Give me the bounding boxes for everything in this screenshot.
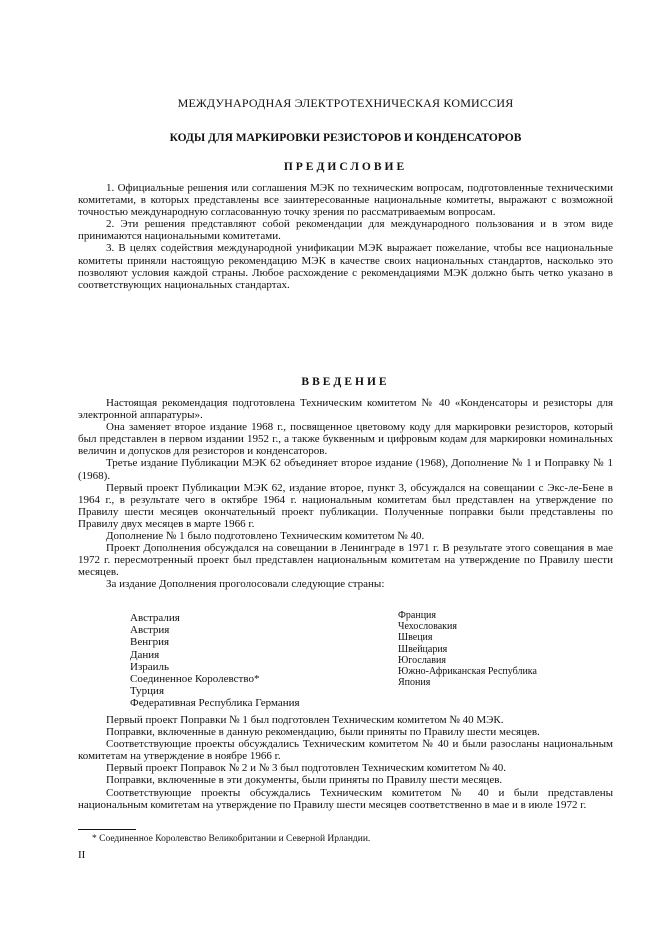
page-number: II xyxy=(78,849,86,861)
introduction-paragraph: Соответствующие проекты обсуждались Техническим комитетом № 40 и были представлены национальным комитетам на утверждение по Правилу шести месяцев соответственно в мае и в июле 1972 г. xyxy=(78,786,613,811)
country-item: Южно-Африканская Республика xyxy=(398,666,537,678)
introduction-paragraph: За издание Дополнения проголосовали следующие страны: xyxy=(106,578,385,591)
introduction-text xyxy=(78,397,613,591)
introduction-paragraph: Она заменяет второе издание 1968 г., посвященное цветовому коду для маркировки резисторов, который был представлен в первом издании 1952 г., а также буквенным и цифровым кодам для маркировки номинальных величин и допусков для резисторов и конденсаторов. xyxy=(78,421,613,458)
country-item: Франция xyxy=(398,610,436,621)
introduction-paragraph: Первый проект Поправки № 1 был подготовлен Техническим комитетом № 40 МЭК. xyxy=(106,714,504,726)
foreword-heading: ПРЕДИСЛОВИЕ xyxy=(283,161,408,173)
country-item: Турция xyxy=(130,685,165,698)
organization-name: МЕЖДУНАРОДНАЯ ЭЛЕКТРОТЕХНИЧЕСКАЯ КОМИССИЯ xyxy=(177,96,514,110)
country-item: Швейцария xyxy=(398,643,448,655)
footnote: * Соединенное Королевство Великобритании и Северной Ирландии. xyxy=(92,834,371,844)
countries-right-column xyxy=(398,610,537,688)
country-item: Венгрия xyxy=(130,636,170,649)
introduction-paragraph: Проект Дополнения обсуждался на совещании в Ленинграде в 1971 г. В результате этого совещания в мае 1972 г. пересмотренный проект был представлен национальным комитетам на утверждение по Правилу шести месяцев. xyxy=(78,542,613,579)
country-item: Соединенное Королевство* xyxy=(130,673,260,686)
introduction-paragraph: Третье издание Публикации МЭК 62 объединяет второе издание (1968), Дополнение № 1 и Поправку № 1 (1968). xyxy=(78,457,613,482)
country-item: Швеция xyxy=(398,632,433,644)
country-item: Австралия xyxy=(130,612,180,624)
country-item: Югославия xyxy=(398,654,446,666)
country-item: Чехословакия xyxy=(398,621,457,633)
country-item: Япония xyxy=(398,677,431,689)
introduction-paragraph: Первый проект Поправок № 2 и № 3 был подготовлен Техническим комитетом № 40. xyxy=(106,762,507,775)
introduction-paragraph: Дополнение № 1 было подготовлено Техническим комитетом № 40. xyxy=(106,530,425,543)
introduction-heading: ВВЕДЕНИЕ xyxy=(301,376,390,388)
foreword-text xyxy=(78,182,613,291)
foreword-paragraph: 3. В целях содействия международной унификации МЭК выражает пожелание, чтобы все национальные комитеты приняли настоящую рекомендацию МЭК в качестве своих национальных стандартов, насколько это позволяют условия каждой страны. Любое расхождение с рекомендациями МЭК должно быть четко указано в соответствующих национальных стандартах. xyxy=(78,242,613,291)
foreword-paragraph: 1. Официальные решения или соглашения МЭК по техническим вопросам, подготовленные техническими комитетами, в которых представлены все заинтересованные национальные комитеты, выражают с возможной точностью международную согласованную точку зрения по рассматриваемым вопросам. xyxy=(78,182,613,219)
introduction-paragraph: Настоящая рекомендация подготовлена Техническим комитетом № 40 «Конденсаторы и резисторы для электронной аппаратуры». xyxy=(78,397,613,422)
country-item: Австрия xyxy=(130,624,170,637)
introduction-text-continued xyxy=(78,714,613,811)
introduction-paragraph: Поправки, включенные в эти документы, были приняты по Правилу шести месяцев. xyxy=(106,774,503,787)
country-item: Федеративная Республика Германия xyxy=(130,697,300,710)
introduction-paragraph: Поправки, включенные в данную рекомендацию, были приняты по Правилу шести месяцев. xyxy=(106,726,540,739)
countries-left-column xyxy=(130,612,300,710)
footnote-divider xyxy=(78,829,136,830)
country-item: Дания xyxy=(130,648,160,661)
document-title: КОДЫ ДЛЯ МАРКИРОВКИ РЕЗИСТОРОВ И КОНДЕНСАТОРОВ xyxy=(169,132,522,144)
country-item: Израиль xyxy=(130,660,170,673)
foreword-paragraph: 2. Эти решения представляют собой рекомендации для международного пользования и в этом виде принимаются национальными комитетами. xyxy=(78,218,613,243)
introduction-paragraph: Соответствующие проекты обсуждались Техническим комитетом № 40 и были разосланы национальным комитетам на утверждение в ноябре 1966 г. xyxy=(78,738,613,763)
introduction-paragraph: Первый проект Публикации МЭК 62, издание второе, пункт 3, обсуждался на совещании с Экс-ле-Бене в 1964 г., в результате чего в октябре 1964 г. национальным комитетам был представлен на утверждение по Правилу шести месяцев окончательный проект публикации. Полученные поправки были представлены по Правилу двух месяцев в марте 1966 г. xyxy=(78,481,613,530)
